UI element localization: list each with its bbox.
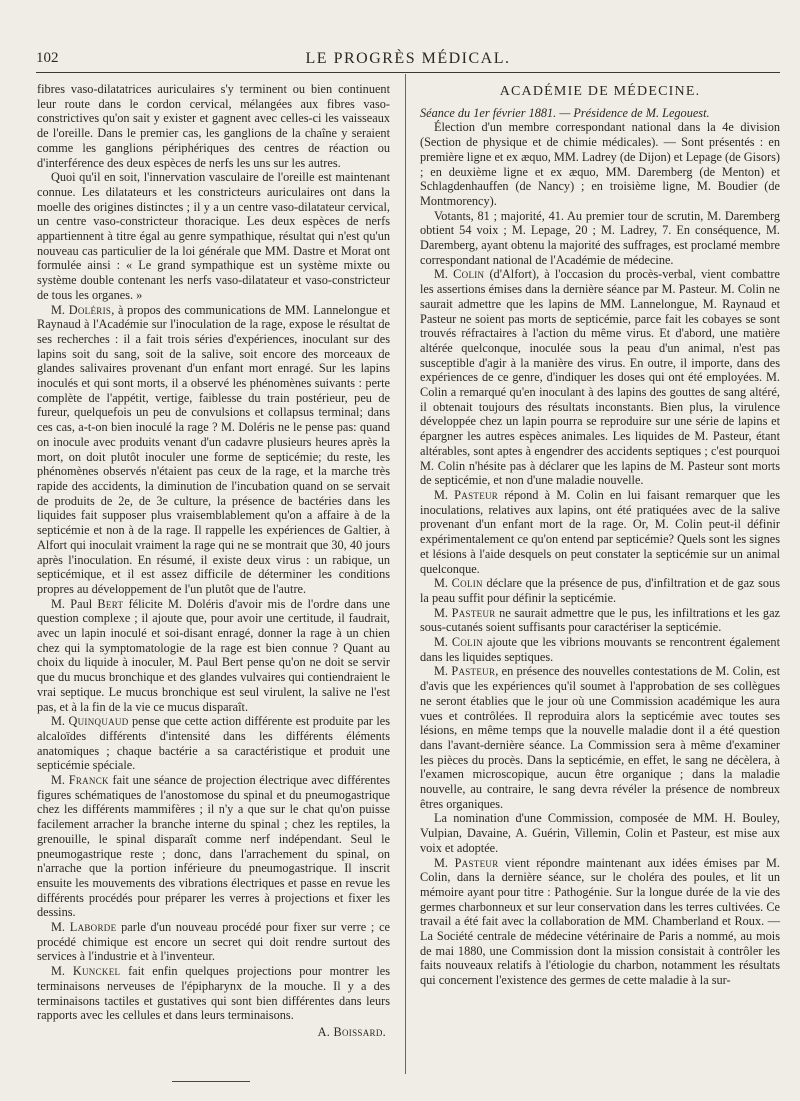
speaker-name: Quinquaud bbox=[68, 714, 129, 729]
speaker-name: Colin bbox=[451, 635, 484, 650]
paragraph: M. Doléris, à propos des communications de MM. Lannelongue et Raynaud à l'Académie sur l'inoculation de la rage, expose le résultat de ses recherches : il a fait trois séries d'expériences, inoculant sur des lapins soit du sang, soit de la salive, soit encore des morceaux de glandes salivaires provenant d'un enfant mort enragé. Sur les lapins inoculés et qui sont morts, il a observé les phénomènes suivants : perte complète de l'appétit, vertige, faiblesse du train postérieur, peu de fureur, quelquefois un peu de convulsions et collapsus terminal; dans ces cas, a-t-on bien inoculé la rage ? M. Doléris ne le pense pas: quand on inocule avec produits venant d'un cadavre plusieurs heures après la mort, on doit plutôt inoculer une forme de septicémie; du reste, les phénomènes observés n'étaient pas ceux de la rage, et la marche très rapide des accidents, la diminution de l'incubation quand on se servait de produits de 2e, de 3e culture, la présence de bactéries dans les liquides fait supposer plus vraisemblablement qu'on a affaire à de la septicémie et non à de la rage. Il rappelle les expériences de Galtier, à Alfort qui inoculait vraiment la rage qui ne se montrait que 30, 40 jours après l'inoculation. En résumé, il existe deux virus : un rabique, un septicémique, et il est assez difficile de déterminer les conditions propres au développement de l'un plutôt que de l'autre. bbox=[37, 302, 390, 596]
paragraph: M. Pasteur vient répondre maintenant aux idées émises par M. Colin, dans la dernière séance, sur le choléra des poules, et lit un mémoire ayant pour titre : Pathogénie. Sur la longue durée de la vie des germes charbonneux et sur leur conservation dans les terres cultivées. Ce travail a été fait avec la collaboration de MM. Chamberland et Roux. — La Société centrale de médecine vétérinaire de Paris a nommé, au mois de mai 1880, une Commission dont la mission consistait à contrôler les faits nouveaux relatifs à l'étiologie du charbon, notamment les résultats qui concernent l'existence des germes de cette maladie à la sur- bbox=[420, 855, 780, 988]
session-line: Séance du 1er février 1881. — Présidence de M. Legouest. bbox=[420, 105, 710, 120]
end-rule bbox=[172, 1081, 250, 1082]
speaker-name: Bert bbox=[97, 596, 124, 611]
speaker-name: Colin bbox=[451, 576, 483, 591]
paragraph: Quoi qu'il en soit, l'innervation vasculaire de l'oreille est maintenant connue. Les dilatateurs et les constricteurs auriculaires ont dans la moelle des origines distinctes ; il y a un centre vaso-dilatateur cervical, un centre vaso-constricteur thoracique. Les deux espèces de nerfs appartiennent à titre égal au genre sympathique, résultat qui n'est qu'un nouveau cas particulier de la loi générale que MM. Dastre et Morat ont formulée ainsi : « Le grand sympathique est un système mixte ou système double contenant les nerfs vaso-dilatateur et vaso-constricteur de tous les organes. » bbox=[37, 170, 390, 302]
paragraph: M. Kunckel fait enfin quelques projections pour montrer les terminaisons nerveuses de l'épipharynx de la mouche. Il y a des terminaisons tactiles et gustatives qui sont bien différentes dans leurs rapports avec les cellules et dans leurs terminaisons. bbox=[37, 964, 390, 1023]
speaker-name: Doléris bbox=[68, 302, 112, 317]
paragraph: M. Franck fait une séance de projection électrique avec différentes figures schématiques de l'anostomose du spinal et du pneumogastrique chez les différents mammifères ; il n'y a que sur le chat qu'on puisse facilement arracher la branche interne du spinal ; chez les reptiles, la grenouille, le spinal disparaît comme nerf indépendant. Seul le pneumogastrique reste ; donc, dans l'arrachement du spinal, on n'arrache que la portion inférieure du pneumogastrique. Il inscrit ensuite les mouvements des vibrations électriques et passe en revue les différents procédés pour préparer les verres à projections et fixer les dessins. bbox=[37, 773, 390, 920]
paragraph: M. Colin déclare que la présence de pus, d'infiltration et de gaz sous la peau suffit pour définir la septicémie. bbox=[420, 576, 780, 605]
paragraph: M. Laborde parle d'un nouveau procédé pour fixer sur verre ; ce procédé chimique est encore un secret qui doit rendre surtout des services à l'industrie et à l'inventeur. bbox=[37, 920, 391, 964]
paragraph: Votants, 81 ; majorité, 41. Au premier tour de scrutin, M. Daremberg obtient 54 voix ; M. Lepage, 20 ; M. Ladrey, 7. En conséquence, M. Daremberg, ayant obtenu la majorité des suffrages, est proclamé membre correspondant national de l'Académie de médecine. bbox=[420, 208, 780, 267]
paragraph: La nomination d'une Commission, composée de MM. H. Bouley, Vulpian, Davaine, A. Guérin, Villemin, Colin et Pasteur, est mise aux voix et adoptée. bbox=[420, 811, 780, 855]
paragraph: M. Colin ajoute que les vibrions mouvants se rencontrent également dans les liquides septiques. bbox=[420, 635, 780, 664]
speaker-name: Pasteur bbox=[454, 855, 499, 870]
paragraph: fibres vaso-dilatatrices auriculaires s'y terminent ou bien continuent leur route dans le cordon cervical, mélangées aux fibres vaso-constrictives qu'on sait y exister et gagnent avec celles-ci les vaisseaux de l'oreille. Dans le premier cas, les ganglions de la chaîne y seraient comme les ganglions périphériques des centres de réaction ou d'interférence des deux espèces de nerfs les uns sur les autres. bbox=[37, 82, 390, 170]
paragraph: M. Pasteur ne saurait admettre que le pus, les infiltrations et les gaz sous-cutanés soient suffisants pour caractériser la septicémie. bbox=[420, 605, 780, 635]
speaker-name: Colin bbox=[453, 267, 485, 282]
speaker-name: Kunckel bbox=[72, 964, 121, 979]
speaker-name: Franck bbox=[68, 773, 109, 788]
speaker-name: Pasteur bbox=[454, 487, 499, 502]
speaker-name: Pasteur bbox=[451, 664, 496, 679]
speaker-name: Laborde bbox=[69, 920, 117, 935]
speaker-name: Pasteur bbox=[451, 605, 496, 620]
paragraph: M. Pasteur, en présence des nouvelles contestations de M. Colin, est d'avis que les expériences qu'il soumet à l'approbation de ses collègues ne seront établies que le jour où une Commission académique les aura vues et contrôlées. Il reproduira alors la septicémie avec toutes ses lésions, en même temps que la nouvelle maladie dont il a été question dans l'avant-dernière séance. La Commission sera à même d'examiner les pièces du procès. Dans la septicémie, en effet, le sang ne décèlera, à l'examen microscopique, aucun être organique ; dans la maladie nouvelle, au contraire, le sang devra révéler la présence de nombreux êtres organiques. bbox=[420, 664, 780, 811]
paragraph: M. Quinquaud pense que cette action différente est produite par les alcaloïdes différents d'intensité dans les différents éléments anatomiques ; chaque bactérie a sa caractéristique et produit une septicémie spéciale. bbox=[37, 714, 390, 773]
page-header bbox=[36, 50, 780, 72]
section-title: ACADÉMIE DE MÉDECINE. bbox=[499, 84, 701, 99]
paragraph: M. Colin (d'Alfort), à l'occasion du procès-verbal, vient combattre les assertions émises dans la dernière séance par M. Pasteur. M. Colin ne saurait admettre que les lapins de MM. Lannelongue, M. Raynaud et Pasteur ne soient pas morts de septicémie, parce fait les cobayes se sont trouvés réfractaires à l'action du même virus. Et d'abord, une matière altérée quelconque, inoculée sous la peau d'un animal, n'est pas susceptible d'agir à la manière des virus. En outre, il importe, dans des expériences de ce genre, d'indiquer les doses qui ont été employées. M. Colin a remarqué qu'en inoculant à des lapins des gouttes de sang altéré, il obtenait toujours des résultats inconstants. Bien plus, la virulence développée chez un lapin pourra se reproduire sur une série de lapins et épargner les autres espèces animales. Les liquides de M. Pasteur, étant altérables, sont aptes à engendrer des accidents septiques ; c'est pourquoi M. Colin n'hésite pas à déclarer que les lapins de M. Pasteur sont morts de septicémie, et non d'une maladie nouvelle. bbox=[420, 267, 780, 488]
journal-title: LE PROGRÈS MÉDICAL. bbox=[305, 50, 511, 67]
paragraph: Élection d'un membre correspondant national dans la 4e division (Section de physique et de chimie médicales). — Sont présentés : en première ligne et ex æquo, MM. Ladrey (de Dijon) et Lepage (de Gisors) ; en deuxième ligne et ex æquo, MM. Daremberg (de Menton) et Schlagdenhauffen (de Nancy) ; en troisième ligne, M. Boudier (de Montmorency). bbox=[420, 120, 780, 208]
right-column bbox=[420, 85, 780, 988]
column-divider bbox=[405, 74, 406, 1074]
left-column bbox=[37, 82, 390, 1040]
signature: A. Boissard. bbox=[317, 1025, 386, 1039]
page-number: 102 bbox=[36, 50, 59, 66]
header-rule bbox=[36, 72, 780, 73]
paragraph: M. Pasteur répond à M. Colin en lui faisant remarquer que les inoculations, relatives aux lapins, ont été pratiquées avec de la salive provenant d'un enfant mort de la rage. Or, M. Colin peut-il définir expérimentalement ce qu'on entend par septicémie? Quels sont les signes et lésions à l'aide desquels on peut constater la septicémie sur un animal quelconque. bbox=[420, 487, 780, 576]
paragraph: M. Paul Bert félicite M. Doléris d'avoir mis de l'ordre dans une question complexe ; il ajoute que, pour avoir une certitude, il faudrait, avec un lapin inoculé et soi-disant enragé, donner la rage à un chien chez qui la symptomatologie de la rage est bien connue ? Quant au choix du liquide à inoculer, M. Paul Bert pense qu'on ne doit se servir que du mucus bronchique et des glandes vulvaires qui contiendraient le vrai septique. Le mucus bronchique est seul virulent, la salive ne l'est pas, et à la fin de la vie ce mucus disparaît. bbox=[37, 596, 390, 714]
